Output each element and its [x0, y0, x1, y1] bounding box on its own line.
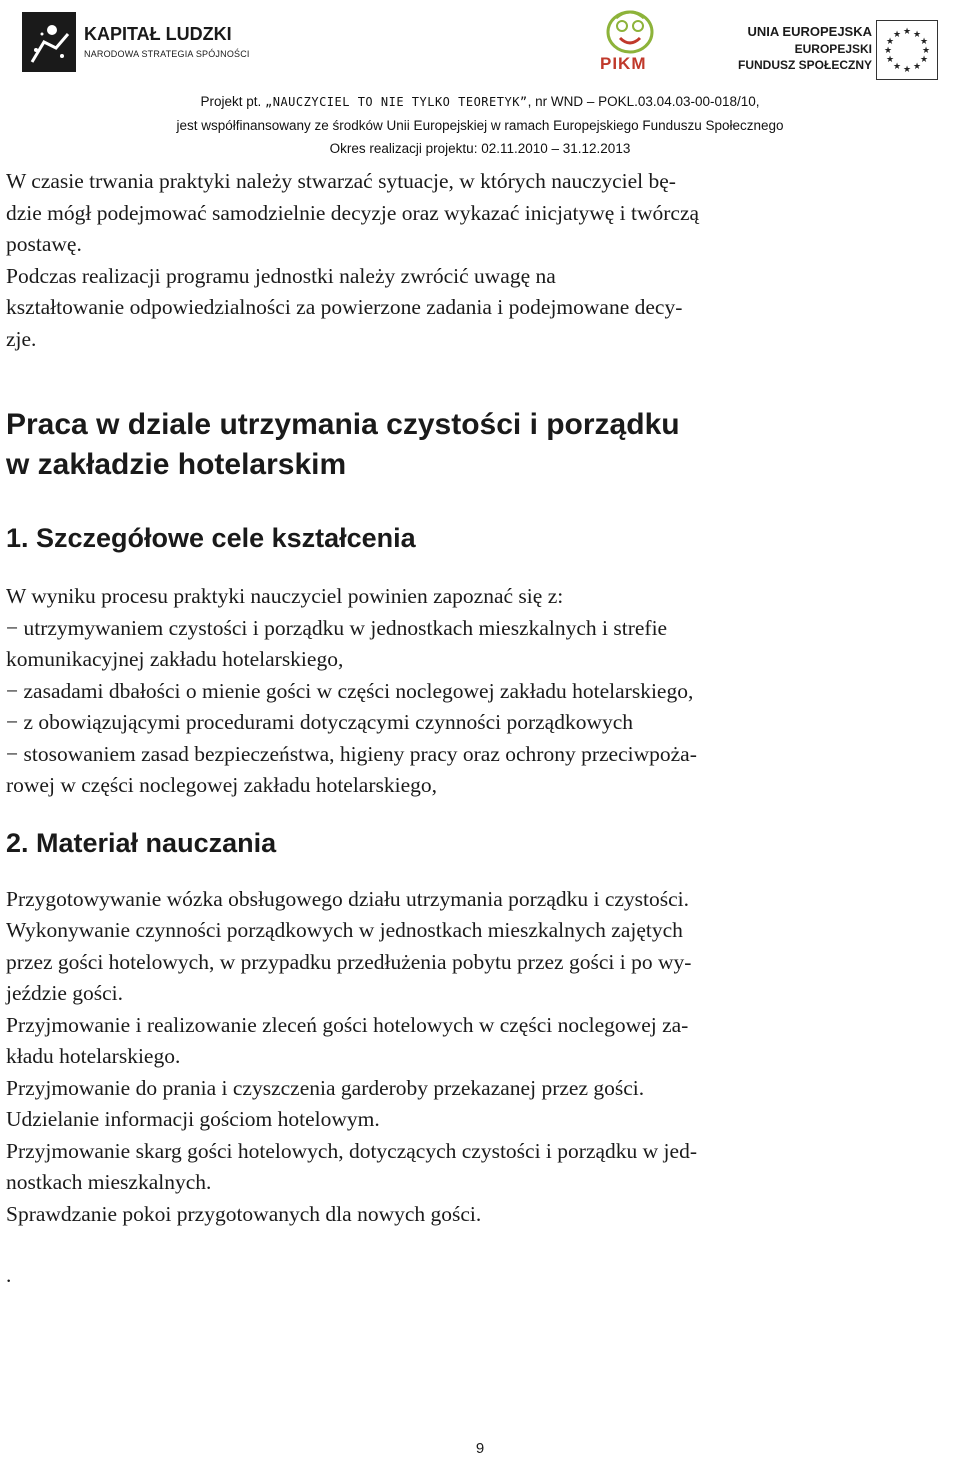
text-line: nostkach mieszkalnych.	[6, 1170, 212, 1194]
pikm-logo	[590, 4, 670, 78]
svg-text:★: ★	[919, 55, 929, 65]
heading-goals: 1. Szczegółowe cele kształcenia	[6, 523, 416, 553]
text-line: W wyniku procesu praktyki nauczyciel powinien zapoznać się z:	[6, 584, 564, 608]
text-line: jeździe gości.	[6, 981, 124, 1005]
text-line: postawę.	[6, 232, 82, 256]
svg-text:★: ★	[892, 30, 902, 40]
text-line: Przygotowywanie wózka obsługowego działu utrzymania porządku i czystości.	[6, 886, 690, 911]
kapital-ludzki-title: KAPITAŁ LUDZKI	[84, 24, 232, 44]
text-line: Przyjmowanie i realizowanie zleceń gości hotelowych w części noclegowej za-	[6, 1012, 689, 1037]
list-item: − zasadami dbałości o mienie gości w części noclegowej zakładu hotelarskiego,	[6, 678, 694, 703]
project-title: „NAUCZYCIEL TO NIE TYLKO TEORETYK”	[265, 95, 528, 109]
svg-text:★: ★	[919, 37, 929, 47]
project-name-line	[0, 94, 960, 109]
text-line: Udzielanie informacji gościom hotelowym.	[6, 1107, 380, 1131]
text-line: Wykonywanie czynności porządkowych w jednostkach mieszkalnych zajętych	[6, 918, 683, 942]
eu-logo-line1: UNIA EUROPEJSKA	[747, 24, 872, 39]
pikm-emblem-icon	[590, 4, 670, 56]
kapital-ludzki-logo	[22, 10, 250, 76]
eu-flag-icon	[876, 20, 938, 80]
text-line: kształtowanie odpowiedzialności za powierzone zadania i podejmowane decy-	[6, 295, 683, 319]
project-prefix: Projekt pt.	[200, 94, 265, 109]
text-line: rowej w części noclegowej zakładu hotelarskiego,	[6, 773, 438, 797]
kapital-ludzki-subtitle: NARODOWA STRATEGIA SPÓJNOŚCI	[84, 49, 250, 59]
goals-list	[6, 581, 956, 802]
text-line: komunikacyjnej zakładu hotelarskiego,	[6, 647, 344, 671]
trailing-dot: .	[6, 1263, 12, 1287]
heading-material: 2. Materiał nauczania	[6, 827, 277, 858]
material-list	[6, 884, 956, 1231]
svg-text:★: ★	[902, 27, 912, 37]
svg-text:★: ★	[885, 55, 895, 65]
text-line: Przyjmowanie do prania i czyszczenia garderoby przekazanej przez gości.	[6, 1075, 645, 1100]
text-line: przez gości hotelowych, w przypadku przedłużenia pobytu przez gości i po wy-	[6, 949, 692, 974]
project-number: , nr WND – POKL.03.04.03-00-018/10,	[527, 94, 760, 109]
page-header	[0, 0, 960, 160]
list-item: − z obowiązującymi procedurami dotyczącymi czynności porządkowych	[6, 710, 634, 734]
section-title-line: Praca w dziale utrzymania czystości i porządku	[6, 408, 680, 441]
section-title	[6, 405, 956, 485]
cofinance-line: jest współfinansowany ze środków Unii Europejskiej w ramach Europejskiego Funduszu Społecznego	[176, 118, 784, 133]
svg-text:★: ★	[902, 65, 912, 75]
list-item: − stosowaniem zasad bezpieczeństwa, higieny pracy oraz ochrony przeciwpoża-	[6, 741, 697, 766]
text-line: Sprawdzanie pokoi przygotowanych dla nowych gości.	[6, 1201, 482, 1226]
svg-text:★: ★	[912, 62, 922, 72]
text-line: Podczas realizacji programu jednostki należy zwrócić uwagę na	[6, 263, 556, 288]
page-number: 9	[475, 1440, 485, 1457]
eu-logo	[737, 20, 938, 78]
text-line: dzie mógł podejmować samodzielnie decyzje oraz wykazać inicjatywę i twórczą	[6, 200, 700, 225]
text-line: zje.	[6, 326, 37, 351]
svg-text:★: ★	[912, 30, 922, 40]
svg-text:★: ★	[921, 46, 931, 56]
svg-text:★: ★	[883, 46, 893, 56]
text-line: kładu hotelarskiego.	[6, 1044, 181, 1068]
eu-logo-line2: EUROPEJSKI	[794, 42, 872, 56]
svg-text:★: ★	[885, 37, 895, 47]
eu-logo-line3: FUNDUSZ SPOŁECZNY	[737, 58, 872, 72]
document-body	[6, 160, 956, 1292]
kapital-ludzki-emblem-icon	[22, 12, 76, 72]
text-line: W czasie trwania praktyki należy stwarzać sytuacje, w których nauczyciel bę-	[6, 169, 676, 193]
pikm-logo-text: PIKM	[600, 54, 647, 73]
section-title-line: w zakładzie hotelarskim	[6, 448, 347, 481]
list-item: − utrzymywaniem czystości i porządku w jednostkach mieszkalnych i strefie	[6, 615, 668, 640]
text-line: Przyjmowanie skarg gości hotelowych, dotyczących czystości i porządku w jed-	[6, 1138, 697, 1163]
period-line: Okres realizacji projektu: 02.11.2010 – 31.12.2013	[329, 141, 631, 156]
intro-paragraph	[6, 160, 956, 355]
svg-text:★: ★	[892, 62, 902, 72]
